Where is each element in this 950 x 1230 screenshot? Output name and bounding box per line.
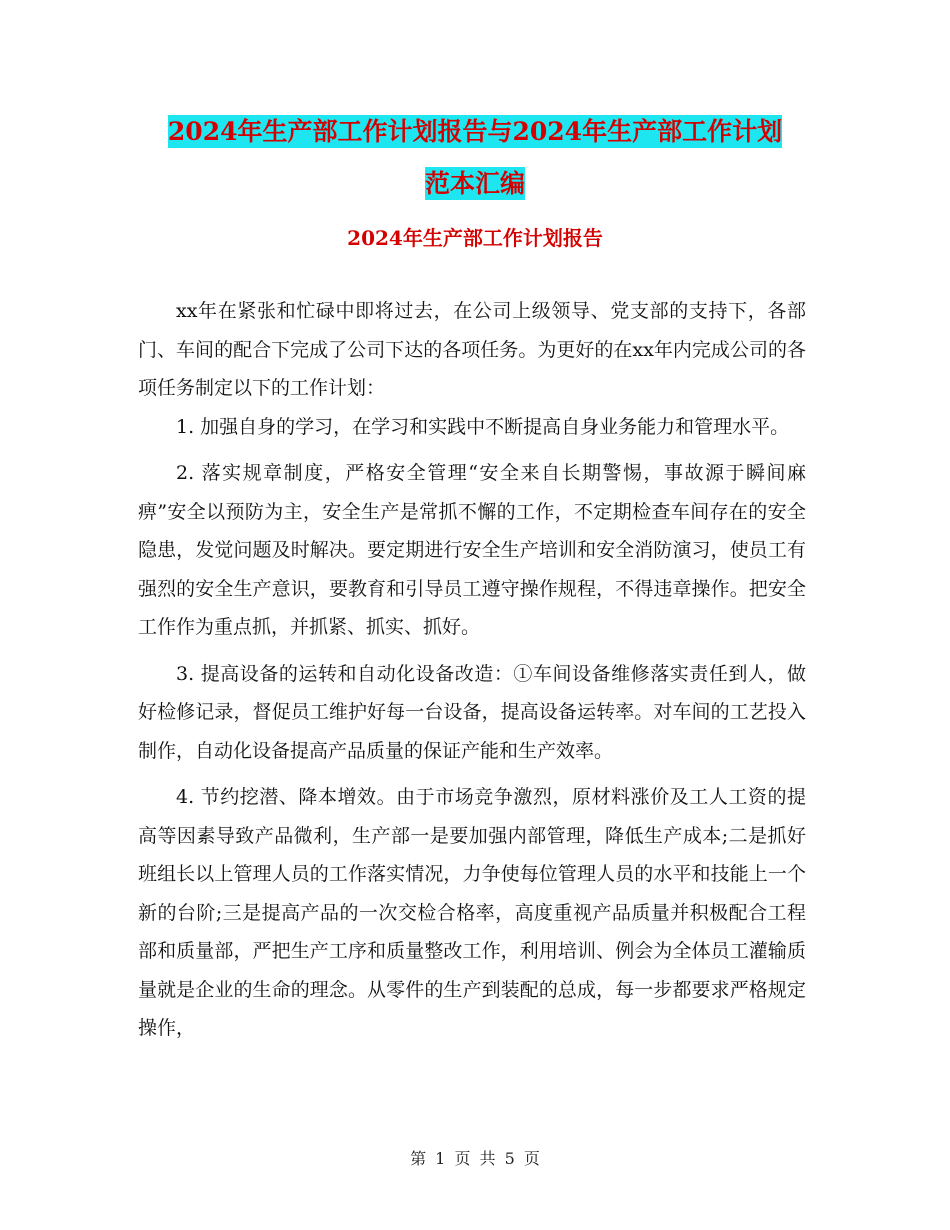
document-body bbox=[138, 292, 806, 1048]
paragraph-intro: xx年在紧张和忙碌中即将过去，在公司上级领导、党支部的支持下，各部门、车间的配合下完成了公司下达的各项任务。为更好的在xx年内完成公司的各项任务制定以下的工作计划： bbox=[138, 300, 806, 399]
page-number-footer: 第 1 页 共 5 页 bbox=[410, 1149, 540, 1168]
document-title-line-1: 2024年生产部工作计划报告与2024年生产部工作计划 bbox=[167, 117, 783, 146]
document-title-line-2: 范本汇编 bbox=[424, 169, 525, 198]
paragraph-item-2: 2. 落实规章制度，严格安全管理“安全来自长期警惕，事故源于瞬间麻痹”安全以预防为主，安全生产是常抓不懈的工作，不定期检查车间存在的安全隐患，发觉问题及时解决。要定期进行安全生产培训和安全消防演习，使员工有强烈的安全生产意识，要教育和引导员工遵守操作规程，不得违章操作。把安全工作作为重点抓，并抓紧、抓实、抓好。 bbox=[138, 462, 806, 638]
paragraph-item-3: 3. 提高设备的运转和自动化设备改造：①车间设备维修落实责任到人，做好检修记录，督促员工维护好每一台设备，提高设备运转率。对车间的工艺投入制作，自动化设备提高产品质量的保证产能和生产效率。 bbox=[138, 662, 806, 762]
section-title: 2024年生产部工作计划报告 bbox=[347, 226, 603, 250]
paragraph-item-1: 1. 加强自身的学习，在学习和实践中不断提高自身业务能力和管理水平。 bbox=[176, 415, 790, 438]
document-title bbox=[0, 112, 950, 204]
paragraph-item-4: 4. 节约挖潜、降本增效。由于市场竞争激烈，原材料涨价及工人工资的提高等因素导致产品微利，生产部一是要加强内部管理，降低生产成本;二是抓好班组长以上管理人员的工作落实情况，力争使每位管理人员的水平和技能上一个新的台阶;三是提高产品的一次交检合格率，高度重视产品质量并积极配合工程部和质量部，严把生产工序和质量整改工作，利用培训、例会为全体员工灌输质量就是企业的生命的理念。从零件的生产到装配的总成，每一步都要求严格规定操作， bbox=[138, 786, 806, 1039]
